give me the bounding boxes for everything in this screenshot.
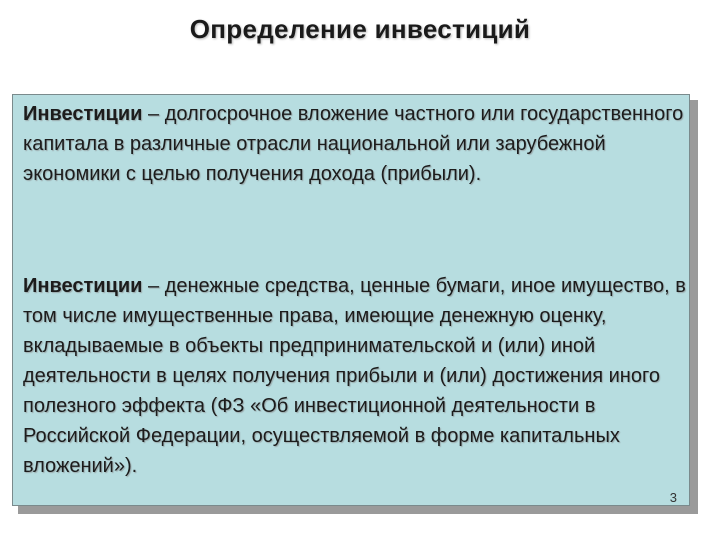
definition-paragraph-1: [23, 99, 688, 189]
page-number: 3: [669, 490, 677, 505]
definition-term-1: Инвестиции: [23, 103, 143, 125]
slide-title: Определение инвестиций: [189, 14, 531, 44]
definition-text-2: – денежные средства, ценные бумаги, иное имущество, в том числе имущественные права, имеющие денежную оценку, вкладываемые в объекты предпринимательской и (или) иной деятельности в целях получения прибыли и (или) достижения иного полезного эффекта (ФЗ «Об инвестиционной деятельности в Российской Федерации, осуществляемой в форме капитальных вложений»).: [23, 275, 686, 477]
definition-paragraph-2: [23, 271, 688, 481]
definition-box: [12, 94, 690, 506]
definition-text-1: – долгосрочное вложение частного или государственного капитала в различные отрасли национальной или зарубежной экономики с целью получения дохода (прибыли).: [23, 103, 684, 185]
definition-term-2: Инвестиции: [23, 275, 143, 297]
